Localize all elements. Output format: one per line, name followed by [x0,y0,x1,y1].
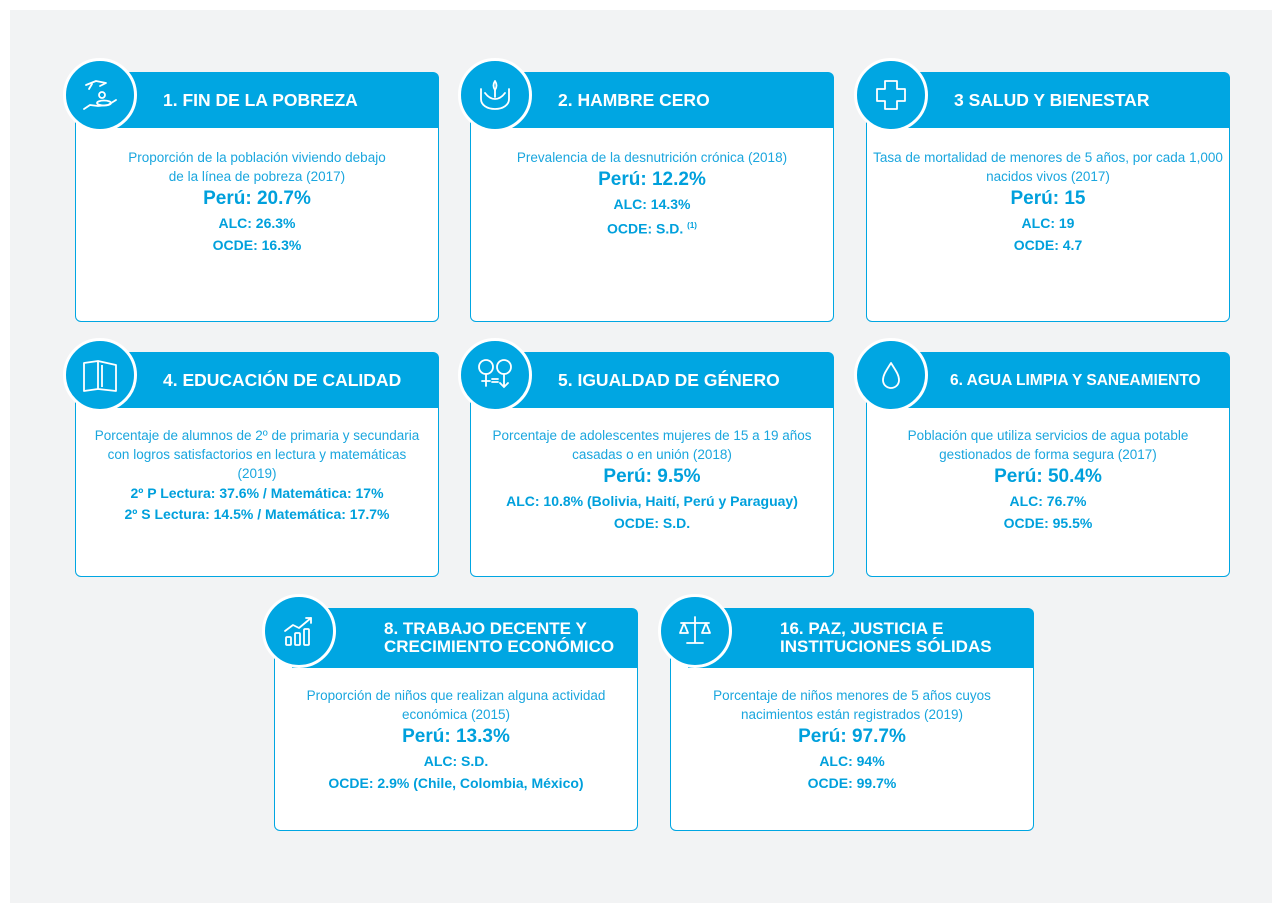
scales-justice-icon [658,594,732,668]
ocde-value: OCDE: 4.7 [1013,237,1083,253]
card-header [884,352,1230,408]
card-body [280,686,632,794]
ocde-value: OCDE: 95.5% [1003,515,1093,531]
ocde-value: OCDE: 16.3% [212,237,302,253]
card-header [93,352,439,408]
card-title: 2. HAMBRE CERO [558,89,710,110]
indicator-description: Porcentaje de niños menores de 5 años cuyos nacimientos están registrados (2019) [713,688,991,722]
card-header [292,608,638,668]
indicator-description: Prevalencia de la desnutrición crónica (2018) [516,150,788,165]
gender-equality-icon [458,338,532,412]
alc-value: ALC: 26.3% [218,215,296,231]
secundaria-results: 2º S Lectura: 14.5% / Matemática: 17.7% [124,506,390,522]
alc-value: ALC: 19 [1021,215,1075,231]
plant-hands-icon [458,58,532,132]
indicator-description: Tasa de mortalidad de menores de 5 años, por cada 1,000 nacidos vivos (2017) [873,150,1223,184]
card-title: 3 SALUD Y BIENESTAR [954,89,1150,110]
card-body [872,426,1224,534]
medical-cross-icon [854,58,928,132]
card-body [81,148,433,256]
indicator-description: Población que utiliza servicios de agua potable gestionados de forma segura (2017) [907,428,1189,462]
card-title: 4. EDUCACIÓN DE CALIDAD [163,369,402,390]
peru-value: Perú: 20.7% [203,188,311,209]
peru-value: Perú: 97.7% [798,726,906,747]
card-header [884,72,1230,128]
indicator-description: Porcentaje de alumnos de 2º de primaria y secundaria con logros satisfactorios en lectura y matemáticas (2019) [94,428,420,481]
card-title: 1. FIN DE LA POBREZA [163,89,358,110]
card-body [476,426,828,534]
card-body [872,148,1224,256]
card-body [676,686,1028,794]
indicator-description: Proporción de la población viviendo debajo de la línea de pobreza (2017) [128,150,386,184]
alc-value: ALC: 76.7% [1009,493,1087,509]
alc-value: ALC: 94% [819,753,885,769]
card-body [476,148,828,240]
card-header [688,608,1034,668]
peru-value: Perú: 13.3% [402,726,510,747]
card-title: 5. IGUALDAD DE GÉNERO [558,369,780,390]
peru-value: Perú: 12.2% [598,169,706,190]
card-title: 6. AGUA LIMPIA Y SANEAMIENTO [950,371,1201,389]
ocde-value: OCDE: S.D. [613,515,691,531]
alc-value: ALC: 14.3% [613,196,691,212]
peru-value: Perú: 15 [1010,188,1086,209]
card-trabajo-decente [274,608,638,831]
ocde-value: OCDE: 99.7% [807,775,897,791]
card-salud-y-bienestar [866,72,1230,322]
ocde-value-text: OCDE: S.D. [607,220,684,237]
book-icon [63,338,137,412]
card-header [488,352,834,408]
card-paz-justicia [670,608,1034,831]
primaria-results: 2º P Lectura: 37.6% / Matemática: 17% [130,485,384,501]
water-drop-icon [854,338,928,412]
card-title: 8. TRABAJO DECENTE Y CRECIMIENTO ECONÓMICO [384,619,615,656]
peru-value: Perú: 50.4% [994,466,1102,487]
ocde-value [476,215,828,240]
card-header [488,72,834,128]
card-body [81,426,433,525]
card-igualdad-de-genero [470,352,834,577]
footnote-marker: (1) [687,221,697,230]
indicator-description: Porcentaje de adolescentes mujeres de 15 a 19 años casadas o en unión (2018) [492,428,812,462]
peru-value: Perú: 9.5% [603,466,701,487]
hand-coin-icon [63,58,137,132]
card-header [93,72,439,128]
card-hambre-cero [470,72,834,322]
alc-value: ALC: S.D. [423,753,489,769]
card-educacion-de-calidad [75,352,439,577]
indicator-description: Proporción de niños que realizan alguna actividad económica (2015) [306,688,606,722]
growth-chart-icon [262,594,336,668]
card-title: 16. PAZ, JUSTICIA E INSTITUCIONES SÓLIDAS [780,619,992,656]
ocde-value: OCDE: 2.9% (Chile, Colombia, México) [328,775,584,791]
card-agua-limpia [866,352,1230,577]
card-fin-de-la-pobreza [75,72,439,322]
alc-value: ALC: 10.8% (Bolivia, Haití, Perú y Paraguay) [506,493,798,509]
